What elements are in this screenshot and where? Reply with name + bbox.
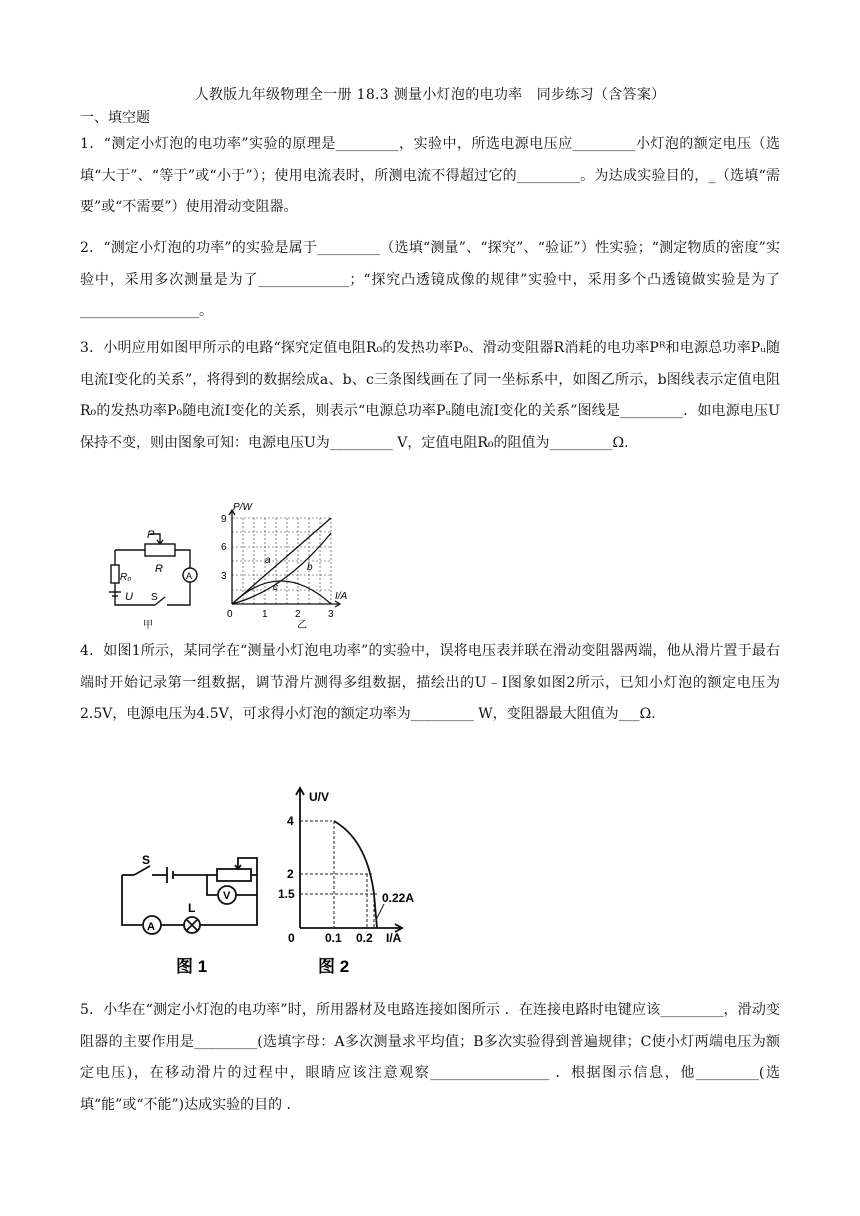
figure-q4-svg [112, 780, 442, 985]
question-5-text: 5．小华在“测定小灯泡的电功率”时，所用器材及电路连接如图所示 ．在连接电路时电键应该_________，滑动变阻器的主要作用是_________(选填字母：A多次测量求平均值；B多次实验得到普遍规律；C使小灯两端电压为额定电压)，在移动滑片的过程中，眼睛应该注意观察_________________ ．根据图示信息，他_________(选填“能”或“不能”)达成实验的目的 ． [80, 1002, 780, 1113]
label-u: U [125, 591, 133, 603]
fig2-xtick-0-2: 0.2 [356, 931, 373, 945]
graph-yi [221, 502, 348, 631]
question-4-text: 4．如图1所示，某同学在“测量小灯泡电功率”的实验中，误将电压表并联在滑动变阻器两端，他从滑片置于最右端时开始记录第一组数据，调节滑片测得多组数据，描绘出的U﹣I图象如图2所示，已知小灯泡的额定电压为2.5V，电源电压为4.5V，可求得小灯泡的额定功率为_________ W，变阻器最大阻值为___Ω. [80, 643, 780, 722]
question-2-text: 2．“测定小灯泡的功率”的实验是属于_________（选填“测量”、“探究”、“验证”）性实验；“测定物质的密度”实验中，采用多次测量是为了_____________；“探究凸透镜成像的规律”实验中，采用多个凸透镜做实验是为了_________________。 [80, 240, 780, 319]
section-heading: 一、填空题 [80, 110, 150, 126]
caption-yi: 乙 [297, 620, 307, 631]
fig1-voltmeter-label: V [223, 890, 231, 902]
graph-yi-origin: 0 [227, 609, 233, 620]
graph-yi-xtick-2: 2 [295, 609, 301, 620]
fig2-ytick-2: 2 [287, 867, 294, 881]
fig2-ylabel: U/V [309, 790, 330, 804]
curve-a-label: a [265, 555, 271, 566]
question-1-text: 1．“测定小灯泡的电功率”实验的原理是_________，实验中，所选电源电压应_________小灯泡的额定电压（选填“大于”、“等于”或“小于”）；使用电流表时，所测电流不得超过它的_________。为达成实验目的，_（选填“需要”或“不需要”）使用滑动变阻器。 [80, 136, 780, 215]
fig1-label-l: L [188, 901, 196, 915]
question-4 [80, 636, 780, 731]
figure-q3 [95, 500, 355, 639]
fig2-origin: 0 [288, 931, 295, 945]
fig2-xlabel: I/A [386, 931, 402, 945]
question-5 [80, 995, 780, 1121]
graph-fig2 [278, 788, 414, 976]
fig2-ytick-1-5: 1.5 [278, 887, 295, 901]
caption-jia: 甲 [143, 620, 153, 631]
curve-c-label: c [273, 582, 278, 593]
graph-yi-xlabel: I/A [335, 591, 348, 602]
question-2 [80, 233, 780, 328]
label-s: S [151, 592, 158, 603]
fig2-ytick-4: 4 [287, 814, 294, 828]
circuit-fig1 [122, 858, 257, 934]
question-3 [80, 333, 780, 459]
label-p: P [147, 529, 155, 541]
fig1-ammeter-label: A [147, 921, 155, 933]
graph-yi-ytick-9: 9 [221, 514, 227, 525]
graph-yi-xtick-1: 1 [262, 609, 268, 620]
figure-q3-svg [95, 500, 355, 635]
page-title: 人教版九年级物理全一册 18.3 测量小灯泡的电功率 同步练习（含答案） [194, 87, 666, 103]
graph-yi-xtick-3: 3 [328, 609, 334, 620]
figure-q4 [112, 780, 442, 989]
label-r0: R₀ [120, 572, 132, 583]
label-r: R [155, 563, 163, 575]
fig2-xtick-0-1: 0.1 [325, 931, 342, 945]
fig1-label-s: S [142, 853, 151, 867]
question-1 [80, 129, 780, 224]
fig2-annotation: 0.22A [382, 891, 415, 905]
graph-yi-ytick-6: 6 [221, 542, 227, 553]
ammeter-label: A [186, 571, 193, 581]
caption-fig2: 图 2 [318, 957, 350, 976]
graph-yi-ylabel: P/W [233, 502, 252, 513]
graph-yi-ytick-3: 3 [221, 571, 227, 582]
question-3-text: 3．小明应用如图甲所示的电路“探究定值电阻R₀的发热功率P₀、滑动变阻器R消耗的电功率Pᴿ和电源总功率Pᵤ随电流I变化的关系”，将得到的数据绘成a、b、c三条图线画在了同一坐标系中，如图乙所示，b图线表示定值电阻R₀的发热功率P₀随电流I变化的关系，则表示“电源总功率Pᵤ随电流I变化的关系”图线是_________．如电源电压U保持不变，则由图象可知：电源电压U为_________ V，定值电阻R₀的阻值为_________Ω. [80, 340, 780, 451]
caption-fig1: 图 1 [176, 957, 208, 976]
curve-b-label: b [307, 562, 313, 573]
